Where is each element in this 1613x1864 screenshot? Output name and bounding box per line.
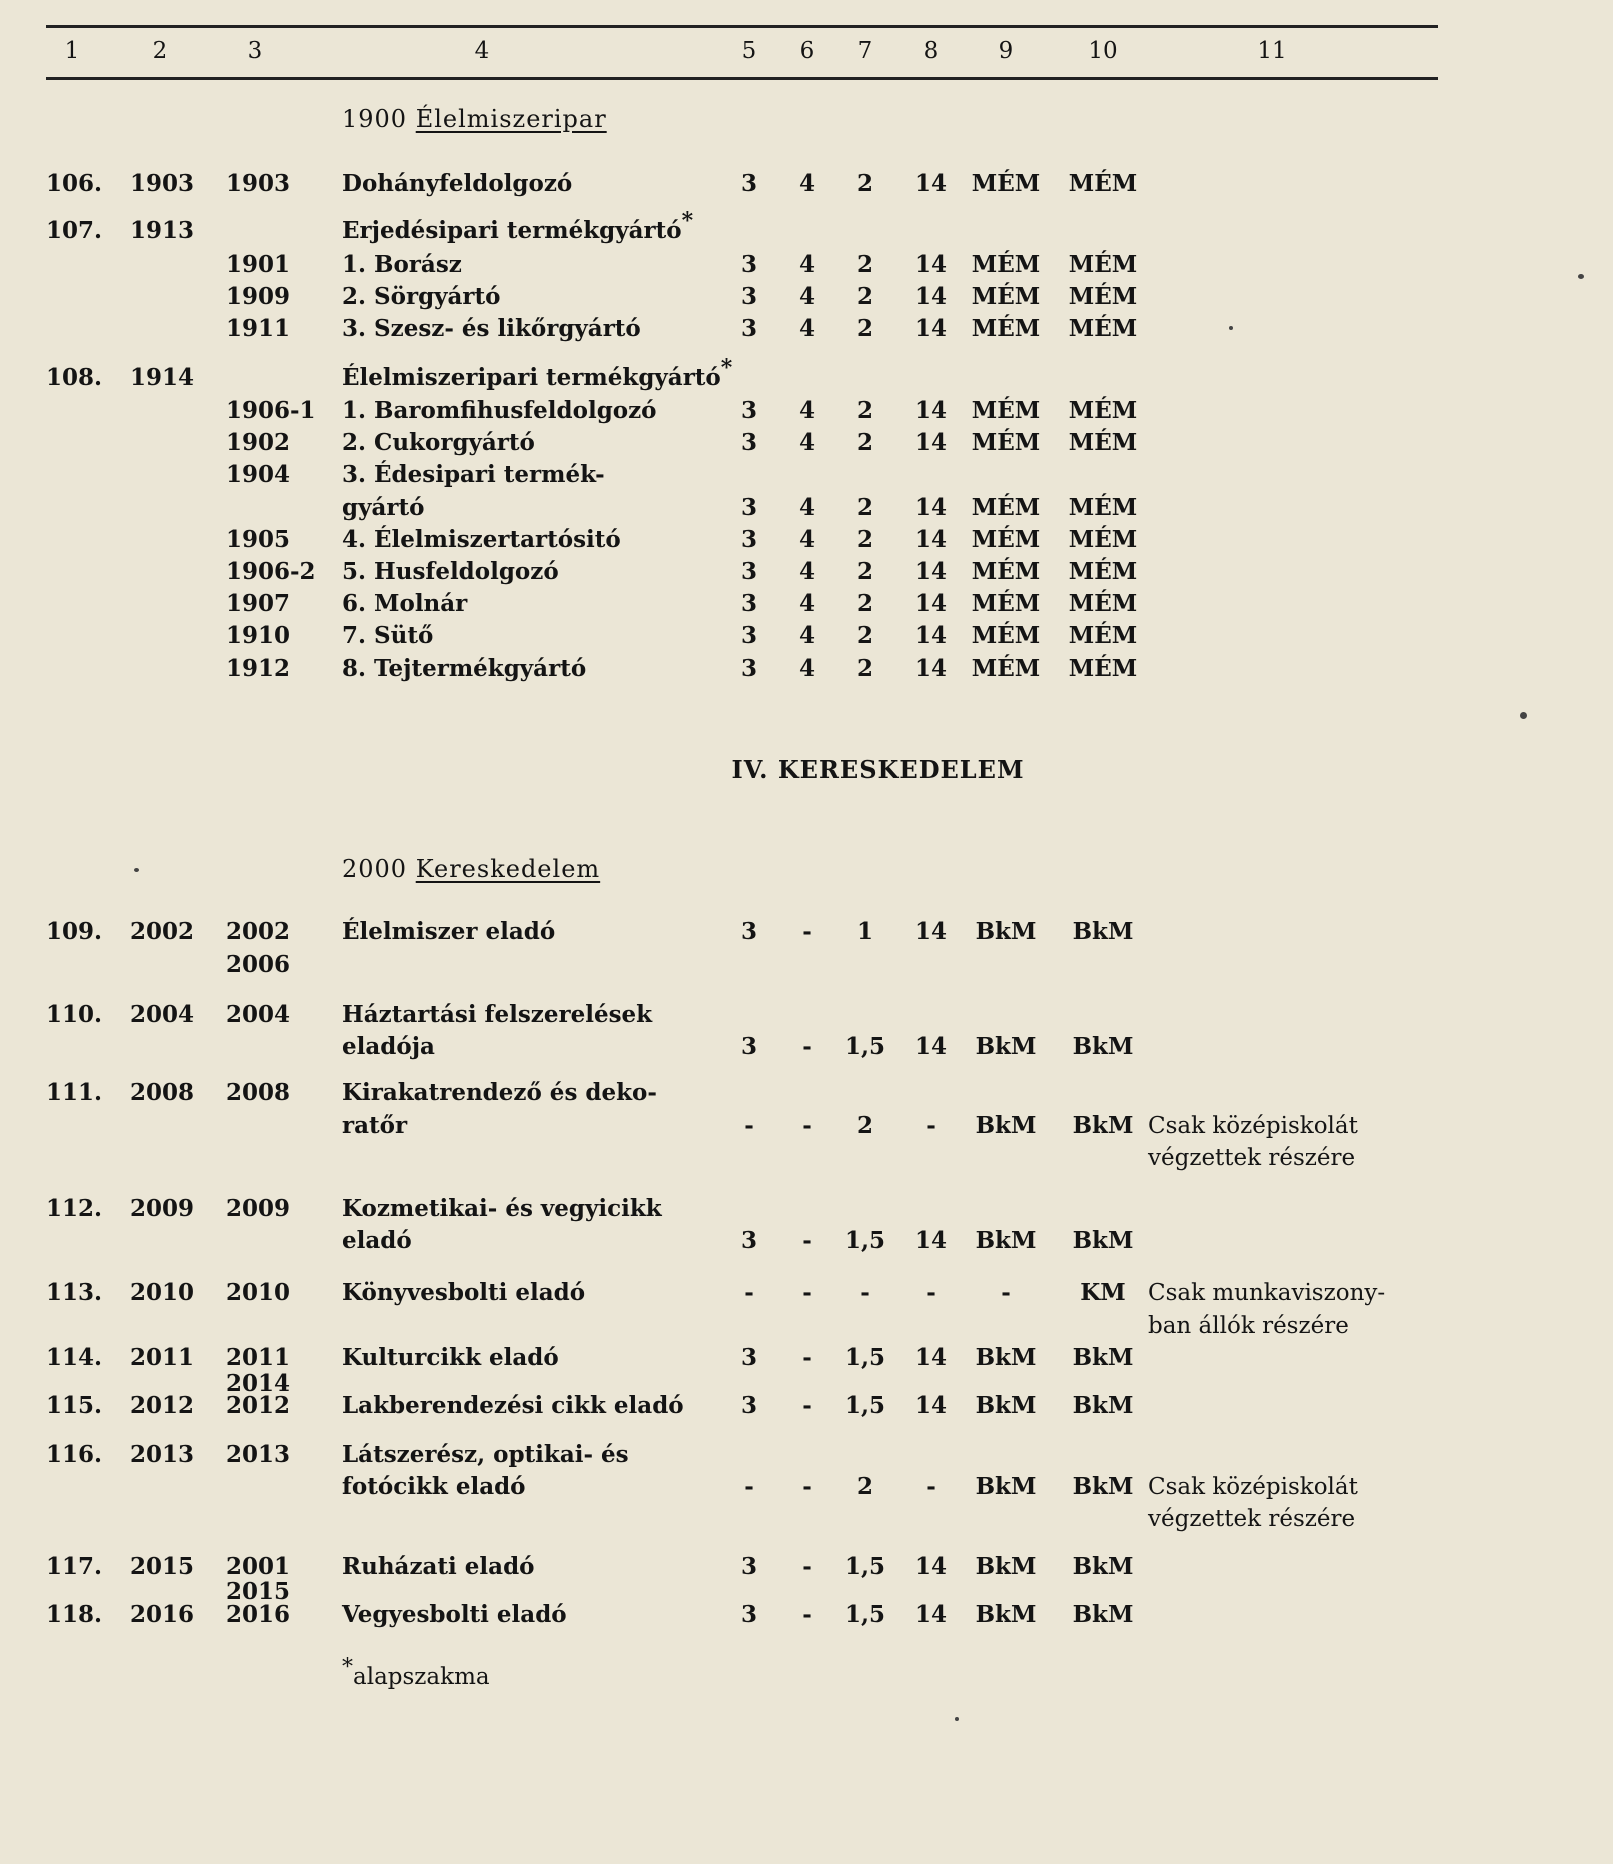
col-5: 3 [740, 494, 758, 521]
footnote-text: alapszakma [353, 1664, 490, 1690]
col-10: BkM [1072, 1392, 1134, 1419]
sub-code: 2004 [226, 1001, 291, 1028]
occupation-name: 3. Szesz- és likőrgyártó [342, 315, 641, 342]
row-number: 106. [46, 170, 103, 197]
occupation-name: Vegyesbolti eladó [342, 1601, 567, 1628]
sub-code: 2012 [226, 1392, 291, 1419]
occupation-name: 1. Borász [342, 251, 462, 278]
col-6: 4 [798, 622, 816, 649]
col-5: - [744, 1112, 754, 1139]
footnote [342, 1655, 490, 1692]
col-9: BkM [975, 1553, 1037, 1580]
occupation-name: 2. Cukorgyártó [342, 429, 535, 456]
col-8: 14 [914, 1033, 948, 1060]
col-7: 2 [856, 397, 874, 424]
section-food-heading [342, 105, 607, 133]
col-10: MÉM [1068, 283, 1138, 310]
col-9: BkM [975, 1392, 1037, 1419]
col-8: 14 [914, 494, 948, 521]
group-code: 2016 [130, 1601, 195, 1628]
occupation-name: 6. Molnár [342, 590, 468, 617]
occupation-name: Kulturcikk eladó [342, 1344, 559, 1371]
col-8: 14 [914, 655, 948, 682]
col-6: - [802, 1227, 812, 1254]
group-code: 2002 [130, 918, 195, 945]
group-code: 1913 [130, 217, 195, 244]
col-6: 4 [798, 251, 816, 278]
group-code: 2004 [130, 1001, 195, 1028]
col-6: - [802, 1279, 812, 1306]
col-9: MÉM [971, 170, 1041, 197]
col-10: BkM [1072, 1473, 1134, 1500]
footnote-mark: * [342, 1655, 353, 1680]
sub-code: 1905 [226, 526, 291, 553]
col-6: - [802, 918, 812, 945]
col-7: 1,5 [844, 1392, 886, 1419]
occupation-name: 2. Sörgyártó [342, 283, 501, 310]
col-7: 2 [856, 1112, 874, 1139]
col-10: MÉM [1068, 429, 1138, 456]
sub-code: 2006 [226, 951, 291, 978]
col-header-2: 2 [152, 38, 168, 64]
col-9: BkM [975, 1601, 1037, 1628]
col-7: 2 [856, 558, 874, 585]
col-9: BkM [975, 1112, 1037, 1139]
occupation-name: 5. Husfeldolgozó [342, 558, 559, 585]
col-10: BkM [1072, 1112, 1134, 1139]
col-8: 14 [914, 590, 948, 617]
row-number: 117. [46, 1553, 103, 1580]
col-7: 1,5 [844, 1601, 886, 1628]
col-header-1: 1 [64, 38, 80, 64]
col-5: 3 [740, 397, 758, 424]
occupation-name: Lakberendezési cikk eladó [342, 1392, 684, 1419]
col-header-9: 9 [998, 38, 1014, 64]
header-top-rule [46, 25, 1438, 28]
col-8: 14 [914, 283, 948, 310]
col-10: MÉM [1068, 397, 1138, 424]
col-header-5: 5 [741, 38, 757, 64]
col-6: 4 [798, 397, 816, 424]
col-10: MÉM [1068, 170, 1138, 197]
col-8: 14 [914, 429, 948, 456]
row-number: 110. [46, 1001, 103, 1028]
scan-speck [1229, 326, 1233, 330]
col-9: MÉM [971, 526, 1041, 553]
scan-speck [955, 1717, 959, 1721]
occupation-name: 7. Sütő [342, 622, 434, 649]
col-10: MÉM [1068, 494, 1138, 521]
col-7: 1 [856, 918, 874, 945]
col-10: BkM [1072, 1344, 1134, 1371]
sub-code: 2016 [226, 1601, 291, 1628]
header-bottom-rule [46, 77, 1438, 80]
remark: Csak középiskolát [1148, 1474, 1358, 1500]
col-header-4: 4 [474, 38, 490, 64]
row-number: 116. [46, 1441, 103, 1468]
col-5: 3 [740, 1601, 758, 1628]
col-7: 2 [856, 283, 874, 310]
col-10: MÉM [1068, 251, 1138, 278]
col-5: 3 [740, 251, 758, 278]
occupation-name: Erjedésipari termékgyártó* [342, 208, 694, 244]
col-10: BkM [1072, 1553, 1134, 1580]
col-9: BkM [975, 1033, 1037, 1060]
col-6: 4 [798, 590, 816, 617]
col-10: BkM [1072, 918, 1134, 945]
col-5: 3 [740, 1392, 758, 1419]
remark: ban állók részére [1148, 1313, 1349, 1339]
group-code: 2009 [130, 1195, 195, 1222]
row-number: 113. [46, 1279, 103, 1306]
col-6: - [802, 1473, 812, 1500]
col-5: - [744, 1473, 754, 1500]
row-number: 118. [46, 1601, 103, 1628]
row-number: 108. [46, 364, 103, 391]
col-header-3: 3 [247, 38, 263, 64]
sub-code: 1901 [226, 251, 291, 278]
col-7: 2 [856, 251, 874, 278]
col-8: 14 [914, 1553, 948, 1580]
footnote-reference-mark: * [720, 355, 733, 381]
col-7: 2 [856, 622, 874, 649]
section-trade-code: 2000 [342, 855, 408, 883]
group-code: 2010 [130, 1279, 195, 1306]
section-trade-subheading [342, 855, 600, 883]
scan-speck [134, 868, 139, 872]
col-6: 4 [798, 494, 816, 521]
col-6: 4 [798, 558, 816, 585]
section-food-code: 1900 [342, 105, 408, 133]
sub-code: 2011 [226, 1344, 291, 1371]
col-5: 3 [740, 918, 758, 945]
col-5: 3 [740, 1344, 758, 1371]
occupation-name: 4. Élelmiszertartósitó [342, 526, 621, 553]
sub-code: 2014 [226, 1370, 291, 1397]
col-9: BkM [975, 1344, 1037, 1371]
col-5: 3 [740, 1227, 758, 1254]
col-8: 14 [914, 1227, 948, 1254]
occupation-name: 3. Édesipari termék- [342, 461, 605, 488]
col-7: 2 [856, 526, 874, 553]
col-7: 1,5 [844, 1344, 886, 1371]
col-9: MÉM [971, 558, 1041, 585]
col-7: - [860, 1279, 870, 1306]
col-5: 3 [740, 429, 758, 456]
occupation-name: Élelmiszeripari termékgyártó* [342, 355, 733, 391]
col-5: 3 [740, 1553, 758, 1580]
col-8: 14 [914, 170, 948, 197]
col-8: 14 [914, 526, 948, 553]
row-number: 115. [46, 1392, 103, 1419]
col-8: 14 [914, 315, 948, 342]
col-7: 2 [856, 429, 874, 456]
sub-code: 2010 [226, 1279, 291, 1306]
remark: Csak munkaviszony- [1148, 1280, 1386, 1306]
col-7: 2 [856, 170, 874, 197]
col-6: 4 [798, 315, 816, 342]
row-number: 112. [46, 1195, 103, 1222]
col-header-6: 6 [799, 38, 815, 64]
section-food-title: Élelmiszeripar [415, 105, 607, 133]
col-9: BkM [975, 1473, 1037, 1500]
col-7: 1,5 [844, 1227, 886, 1254]
sub-code: 1906-1 [226, 397, 316, 424]
sub-code: 2002 [226, 918, 291, 945]
col-9: BkM [975, 1227, 1037, 1254]
sub-code: 1911 [226, 315, 291, 342]
col-10: KM [1080, 1279, 1126, 1306]
sub-code: 1906-2 [226, 558, 316, 585]
col-5: 3 [740, 1033, 758, 1060]
col-header-8: 8 [923, 38, 939, 64]
col-5: 3 [740, 655, 758, 682]
occupation-name: Látszerész, optikai- és [342, 1441, 629, 1468]
col-10: MÉM [1068, 590, 1138, 617]
remark: végzettek részére [1148, 1506, 1356, 1532]
occupation-name: Ruházati eladó [342, 1553, 535, 1580]
col-9: MÉM [971, 251, 1041, 278]
col-7: 2 [856, 590, 874, 617]
occupation-name: Kozmetikai- és vegyicikk [342, 1195, 662, 1222]
remark: végzettek részére [1148, 1145, 1356, 1171]
col-6: 4 [798, 283, 816, 310]
occupation-name: gyártó [342, 494, 425, 521]
col-8: 14 [914, 397, 948, 424]
col-7: 2 [856, 655, 874, 682]
col-6: - [802, 1344, 812, 1371]
row-number: 114. [46, 1344, 103, 1371]
col-8: - [926, 1473, 936, 1500]
col-9: MÉM [971, 283, 1041, 310]
col-5: 3 [740, 315, 758, 342]
col-6: 4 [798, 655, 816, 682]
occupation-name: 1. Baromfihusfeldolgozó [342, 397, 657, 424]
section-trade-heading: IV. KERESKEDELEM [731, 755, 1025, 784]
col-9: MÉM [971, 315, 1041, 342]
col-9: BkM [975, 918, 1037, 945]
col-8: 14 [914, 558, 948, 585]
footnote-reference-mark: * [681, 208, 694, 234]
col-5: 3 [740, 558, 758, 585]
col-8: 14 [914, 918, 948, 945]
col-8: - [926, 1279, 936, 1306]
remark: Csak középiskolát [1148, 1113, 1358, 1139]
col-header-11: 11 [1257, 38, 1287, 64]
col-5: 3 [740, 526, 758, 553]
occupation-name: Háztartási felszerelések [342, 1001, 653, 1028]
col-9: MÉM [971, 494, 1041, 521]
col-8: 14 [914, 1344, 948, 1371]
scan-speck [1578, 274, 1584, 279]
col-7: 1,5 [844, 1033, 886, 1060]
col-6: - [802, 1601, 812, 1628]
sub-code: 1907 [226, 590, 291, 617]
occupation-name: Könyvesbolti eladó [342, 1279, 586, 1306]
col-6: 4 [798, 170, 816, 197]
col-8: - [926, 1112, 936, 1139]
col-7: 2 [856, 494, 874, 521]
sub-code: 2009 [226, 1195, 291, 1222]
col-10: MÉM [1068, 315, 1138, 342]
col-7: 1,5 [844, 1553, 886, 1580]
col-8: 14 [914, 251, 948, 278]
occupation-name: eladója [342, 1033, 435, 1060]
occupation-name: 8. Tejtermékgyártó [342, 655, 587, 682]
occupation-name: eladó [342, 1227, 412, 1254]
col-8: 14 [914, 1601, 948, 1628]
col-9: MÉM [971, 655, 1041, 682]
group-code: 2013 [130, 1441, 195, 1468]
section-trade-title: Kereskedelem [415, 855, 601, 883]
group-code: 1914 [130, 364, 195, 391]
sub-code: 1910 [226, 622, 291, 649]
occupation-name: Kirakatrendező és deko- [342, 1079, 657, 1106]
occupation-name: Dohányfeldolgozó [342, 170, 573, 197]
col-6: 4 [798, 526, 816, 553]
col-10: MÉM [1068, 558, 1138, 585]
col-9: MÉM [971, 622, 1041, 649]
sub-code: 1909 [226, 283, 291, 310]
col-10: BkM [1072, 1227, 1134, 1254]
col-6: - [802, 1112, 812, 1139]
occupation-name: Élelmiszer eladó [342, 918, 556, 945]
group-code: 2015 [130, 1553, 195, 1580]
col-5: - [744, 1279, 754, 1306]
col-6: - [802, 1392, 812, 1419]
col-10: MÉM [1068, 526, 1138, 553]
col-5: 3 [740, 590, 758, 617]
col-6: - [802, 1553, 812, 1580]
col-7: 2 [856, 1473, 874, 1500]
col-9: - [1001, 1279, 1011, 1306]
occupation-name: ratőr [342, 1112, 408, 1139]
col-9: MÉM [971, 429, 1041, 456]
col-5: 3 [740, 622, 758, 649]
group-code: 1903 [130, 170, 195, 197]
col-10: BkM [1072, 1033, 1134, 1060]
col-10: MÉM [1068, 622, 1138, 649]
col-5: 3 [740, 283, 758, 310]
sub-code: 2013 [226, 1441, 291, 1468]
sub-code: 1903 [226, 170, 291, 197]
col-9: MÉM [971, 590, 1041, 617]
row-number: 107. [46, 217, 103, 244]
col-header-7: 7 [857, 38, 873, 64]
col-9: MÉM [971, 397, 1041, 424]
sub-code: 2001 [226, 1553, 291, 1580]
col-10: MÉM [1068, 655, 1138, 682]
col-8: 14 [914, 622, 948, 649]
sub-code: 1902 [226, 429, 291, 456]
sub-code: 2008 [226, 1079, 291, 1106]
row-number: 111. [46, 1079, 103, 1106]
group-code: 2008 [130, 1079, 195, 1106]
occupation-name: fotócikk eladó [342, 1473, 526, 1500]
col-header-10: 10 [1088, 38, 1118, 64]
scan-speck [1520, 712, 1527, 719]
col-7: 2 [856, 315, 874, 342]
group-code: 2012 [130, 1392, 195, 1419]
col-6: - [802, 1033, 812, 1060]
sub-code: 2015 [226, 1578, 291, 1605]
col-5: 3 [740, 170, 758, 197]
group-code: 2011 [130, 1344, 195, 1371]
sub-code: 1912 [226, 655, 291, 682]
row-number: 109. [46, 918, 103, 945]
col-10: BkM [1072, 1601, 1134, 1628]
sub-code: 1904 [226, 461, 291, 488]
col-6: 4 [798, 429, 816, 456]
col-8: 14 [914, 1392, 948, 1419]
